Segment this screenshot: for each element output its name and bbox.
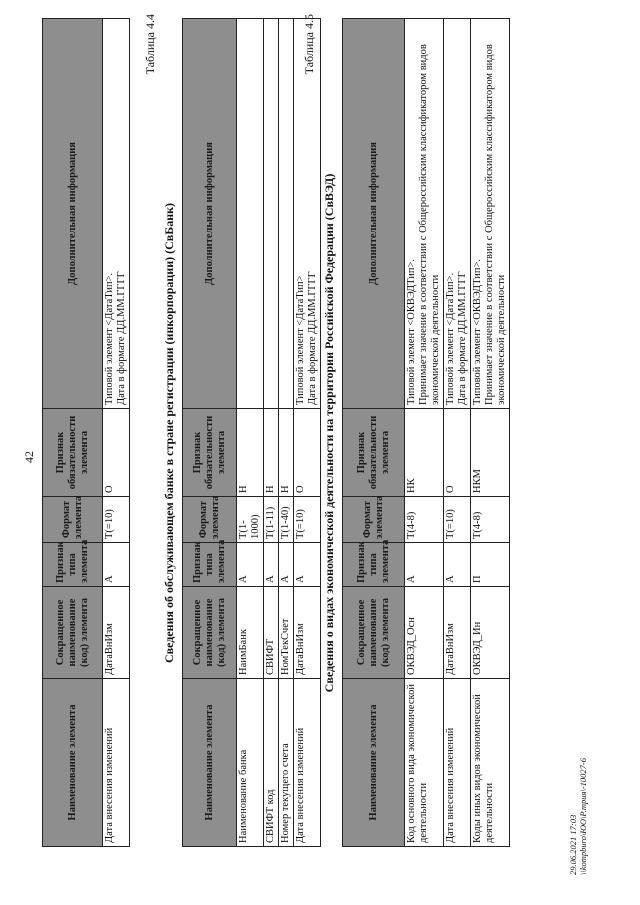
column-header: Сокращенное наименование (код) элемента [343,587,405,679]
element-type-cell: П [471,543,510,587]
column-header: Формат элемента [183,497,237,543]
table-continuation [42,18,130,847]
table-row [237,19,264,847]
column-header: Сокращенное наименование (код) элемента [43,587,103,679]
element-name-cell: Код основного вида экономической деятельности [405,679,444,847]
element-info-cell: Типовой элемент <ДатаТип>. Дата в формате ДД.ММ.ГГГГ [103,19,130,409]
element-type-cell: А [264,543,279,587]
element-info-cell: Типовой элемент <ДатаТип> Дата в формате ДД.ММ.ГГГГ [294,19,321,409]
element-required-cell: Н [279,409,294,497]
column-header: Дополнительная информация [183,19,237,409]
table-number: Таблица 4.4 [143,14,157,75]
column-header: Признак типа элемента [183,543,237,587]
element-type-cell: А [279,543,294,587]
element-required-cell: Н [264,409,279,497]
element-code-cell: ДатаВнИзм [444,587,471,679]
element-info-cell [264,19,279,409]
table-4-5 [342,18,510,847]
element-type-cell: А [444,543,471,587]
footer-timestamp: 29.06.2021 17:03 [568,814,578,875]
element-code-cell: ДатаВнИзм [103,587,130,679]
element-name-cell: Номер текущего счета [279,679,294,847]
element-required-cell: НКМ [471,409,510,497]
element-format-cell: T(4-8) [471,497,510,543]
column-header: Признак обязательности элемента [183,409,237,497]
table-header-row [183,19,237,847]
element-code-cell: СВИФТ [264,587,279,679]
element-type-cell: А [405,543,444,587]
table-caption: Сведения о видах экономической деятельности на территории Российской Федерации (СвВЭД) [322,173,336,693]
element-name-cell: Дата внесения изменений [294,679,321,847]
table-header-row [343,19,405,847]
element-required-cell: О [294,409,321,497]
element-name-cell: Дата внесения изменений [444,679,471,847]
column-header: Признак обязательности элемента [343,409,405,497]
column-header: Наименование элемента [43,679,103,847]
table-header-row [43,19,103,847]
element-name-cell: СВИФТ код [264,679,279,847]
table-number: Таблица 4.5 [302,14,316,75]
table-row [103,19,130,847]
element-required-cell: НК [405,409,444,497]
element-info-cell: Типовой элемент <ДатаТип>. Дата в формате ДД.ММ.ГГГГ [444,19,471,409]
element-code-cell: ОКВЭД_Ин [471,587,510,679]
table-row [279,19,294,847]
element-required-cell: Н [237,409,264,497]
table-row [264,19,279,847]
element-name-cell: Коды иных видов экономической деятельности [471,679,510,847]
column-header: Формат элемента [343,497,405,543]
column-header: Дополнительная информация [343,19,405,409]
element-info-cell: Типовой элемент <ОКВЭДТип>. Принимает значение в соответствии с Общероссийским классификатором видов экономической деятельности [471,19,510,409]
element-format-cell: T(1-40) [279,497,294,543]
table-row [444,19,471,847]
column-header: Признак типа элемента [43,543,103,587]
element-info-cell [279,19,294,409]
table-caption: Сведения об обслуживающем банке в стране регистрации (инкорпорации) (СвБанк) [162,202,176,664]
footer-path: \\kompburo\ЮО\Р.трия\-10027-6 [578,758,588,875]
table-row [294,19,321,847]
column-header: Наименование элемента [343,679,405,847]
element-format-cell: T(4-8) [405,497,444,543]
element-format-cell: T(1-11) [264,497,279,543]
element-required-cell: О [103,409,130,497]
element-format-cell: T(1-1000) [237,497,264,543]
element-type-cell: А [237,543,264,587]
column-header: Признак обязательности элемента [43,409,103,497]
element-info-cell: Типовой элемент <ОКВЭДТип>. Принимает значение в соответствии с Общероссийским классификатором видов экономической деятельности [405,19,444,409]
table-row [405,19,444,847]
element-format-cell: T(=10) [294,497,321,543]
element-required-cell: О [444,409,471,497]
table-4-4 [182,18,321,847]
element-type-cell: А [103,543,130,587]
element-code-cell: НомТекСчет [279,587,294,679]
element-code-cell: ДатаВнИзм [294,587,321,679]
page-number: 42 [22,451,36,463]
element-code-cell: НаимБанк [237,587,264,679]
element-info-cell [237,19,264,409]
element-name-cell: Наименование банка [237,679,264,847]
element-format-cell: T(=10) [103,497,130,543]
element-format-cell: T(=10) [444,497,471,543]
column-header: Формат элемента [43,497,103,543]
column-header: Признак типа элемента [343,543,405,587]
table-row [471,19,510,847]
column-header: Наименование элемента [183,679,237,847]
column-header: Дополнительная информация [43,19,103,409]
element-name-cell: Дата внесения изменений [103,679,130,847]
column-header: Сокращенное наименование (код) элемента [183,587,237,679]
element-type-cell: А [294,543,321,587]
element-code-cell: ОКВЭД_Осн [405,587,444,679]
